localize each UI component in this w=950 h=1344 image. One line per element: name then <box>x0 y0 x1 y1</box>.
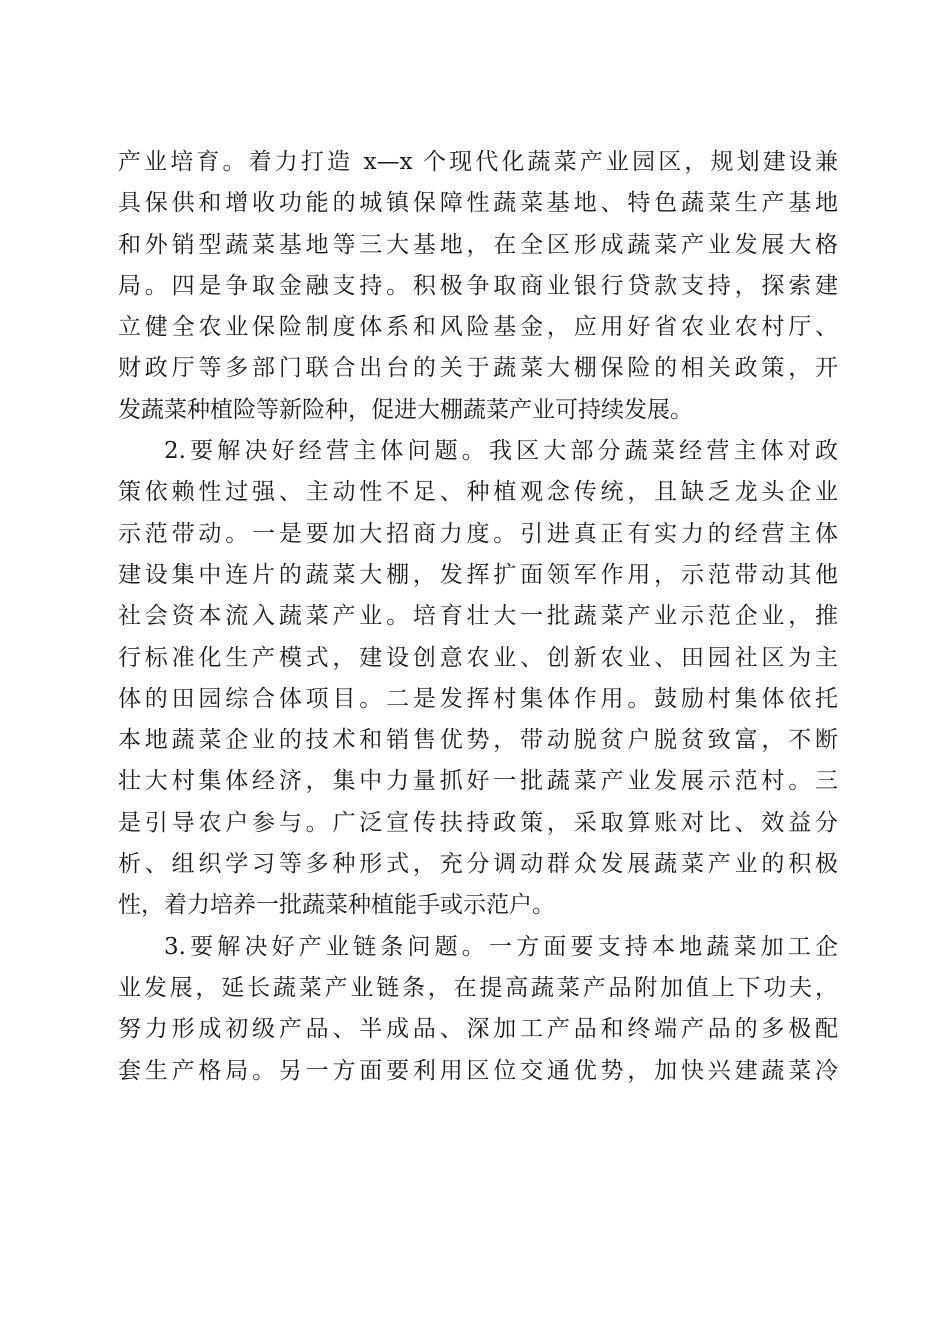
text-line: 财政厅等多部门联合出台的关于蔬菜大棚保险的相关政策，开 <box>118 355 838 382</box>
text-line: 局。四是争取金融支持。积极争取商业银行贷款支持，探索建 <box>118 272 838 299</box>
text-line: 行标准化生产模式，建设创意农业、创新农业、田园社区为主 <box>118 644 838 671</box>
text-line: 发蔬菜种植险等新险种，促进大棚蔬菜产业可持续发展。 <box>118 396 693 423</box>
text-line: 和外销型蔬菜基地等三大基地，在全区形成蔬菜产业发展大格 <box>118 231 838 258</box>
paragraph-industry-chain <box>118 927 838 1092</box>
text-line: 建设集中连片的蔬菜大棚，发挥扩面领军作用，示范带动其他 <box>118 561 838 588</box>
text-line: 具保供和增收功能的城镇保障性蔬菜基地、特色蔬菜生产基地 <box>118 190 838 217</box>
text-line: 体的田园综合体项目。二是发挥村集体作用。鼓励村集体依托 <box>118 685 838 712</box>
text-line: 3.要解决好产业链条问题。一方面要支持本地蔬菜加工企 <box>164 933 838 960</box>
text-line: 产业培育。着力打造 x—x 个现代化蔬菜产业园区，规划建设兼 <box>118 149 838 175</box>
text-line: 2.要解决好经营主体问题。我区大部分蔬菜经营主体对政 <box>164 438 838 465</box>
text-line: 套生产格局。另一方面要利用区位交通优势，加快兴建蔬菜冷 <box>118 1057 838 1084</box>
paragraph-financial-support <box>118 142 838 431</box>
text-line: 努力形成初级产品、半成品、深加工产品和终端产品的多极配 <box>118 1016 838 1043</box>
text-line: 社会资本流入蔬菜产业。培育壮大一批蔬菜产业示范企业，推 <box>118 603 838 630</box>
text-line: 是引导农户参与。广泛宣传扶持政策，采取算账对比、效益分 <box>118 809 838 836</box>
text-line: 性，着力培养一批蔬菜种植能手或示范户。 <box>118 892 555 919</box>
body-text <box>118 142 838 1092</box>
text-line: 策依赖性过强、主动性不足、种植观念传统，且缺乏龙头企业 <box>118 479 838 506</box>
text-line: 立健全农业保险制度体系和风险基金，应用好省农业农村厅、 <box>118 314 838 341</box>
text-line: 本地蔬菜企业的技术和销售优势，带动脱贫户脱贫致富，不断 <box>118 727 838 754</box>
text-line: 析、组织学习等多种形式，充分调动群众发展蔬菜产业的积极 <box>118 851 838 878</box>
text-line: 业发展，延长蔬菜产业链条，在提高蔬菜产品附加值上下功夫， <box>118 974 838 1001</box>
text-line: 示范带动。一是要加大招商力度。引进真正有实力的经营主体 <box>118 520 838 547</box>
paragraph-business-entities <box>118 431 838 927</box>
text-line: 壮大村集体经济，集中力量抓好一批蔬菜产业发展示范村。三 <box>118 768 838 795</box>
